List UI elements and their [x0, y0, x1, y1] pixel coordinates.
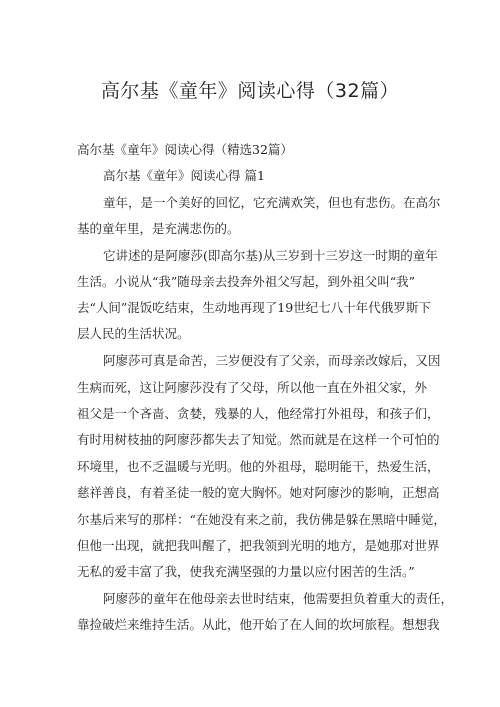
document-title: 高尔基《童年》阅读心得（32篇） [100, 80, 400, 102]
subtitle-line: 高尔基《童年》阅读心得（精选32篇） [77, 142, 293, 157]
paragraph-line: 慈祥善良，有着圣徒一般的宽大胸怀。她对阿廖沙的影响，正想高 [77, 485, 440, 500]
paragraph-line: 祖父是一个吝啬、贪婪，残暴的人，他经常打外祖母，和孩子们， [77, 406, 440, 421]
paragraph-line: 童年，是一个美好的回忆，它充满欢笑，但也有悲伤。在高尔 [103, 195, 441, 210]
section-heading: 高尔基《童年》阅读心得 篇1 [103, 168, 265, 183]
paragraph-line: 生活。小说从“我”随母亲去投奔外祖父写起，到外祖父叫“我” [77, 274, 416, 289]
paragraph-line: 层人民的生活状况。 [77, 326, 190, 341]
paragraph-line: 但他一出现，就把我叫醒了，把我领到光明的地方，是她那对世界 [77, 538, 440, 553]
paragraph-line: 有时用树枝抽的阿廖莎都失去了知觉。然而就是在这样一个可怕的 [77, 432, 440, 447]
paragraph-line: 靠捡破烂来维持生活。从此，他开始了在人间的坎坷旅程。想想我 [77, 617, 440, 632]
paragraph-line: 阿廖莎可真是命苦，三岁便没有了父亲，而母亲改嫁后，又因 [103, 353, 441, 368]
paragraph-line: 尔基后来写的那样：“在她没有来之前，我仿佛是躲在黑暗中睡觉， [77, 512, 446, 527]
paragraph-line: 环境里，也不乏温暖与光明。他的外祖母，聪明能干，热爱生活， [77, 459, 440, 474]
paragraph-line: 无私的爱丰富了我，使我充满坚强的力量以应付困苦的生活。” [77, 564, 415, 579]
paragraph-line: 阿廖莎的童年在他母亲去世时结束，他需要担负着重大的责任， [103, 591, 454, 606]
paragraph-line: 它讲述的是阿廖莎(即高尔基)从三岁到十三岁这一时期的童年 [103, 248, 438, 263]
paragraph-line: 去“人间”混饭吃结束，生动地再现了19世纪七八十年代俄罗斯下 [77, 300, 431, 315]
paragraph-line: 基的童年里，是充满悲伤的。 [77, 221, 240, 236]
paragraph-line: 生病而死，这让阿廖莎没有了父母，所以他一直在外祖父家，外 [77, 380, 428, 395]
